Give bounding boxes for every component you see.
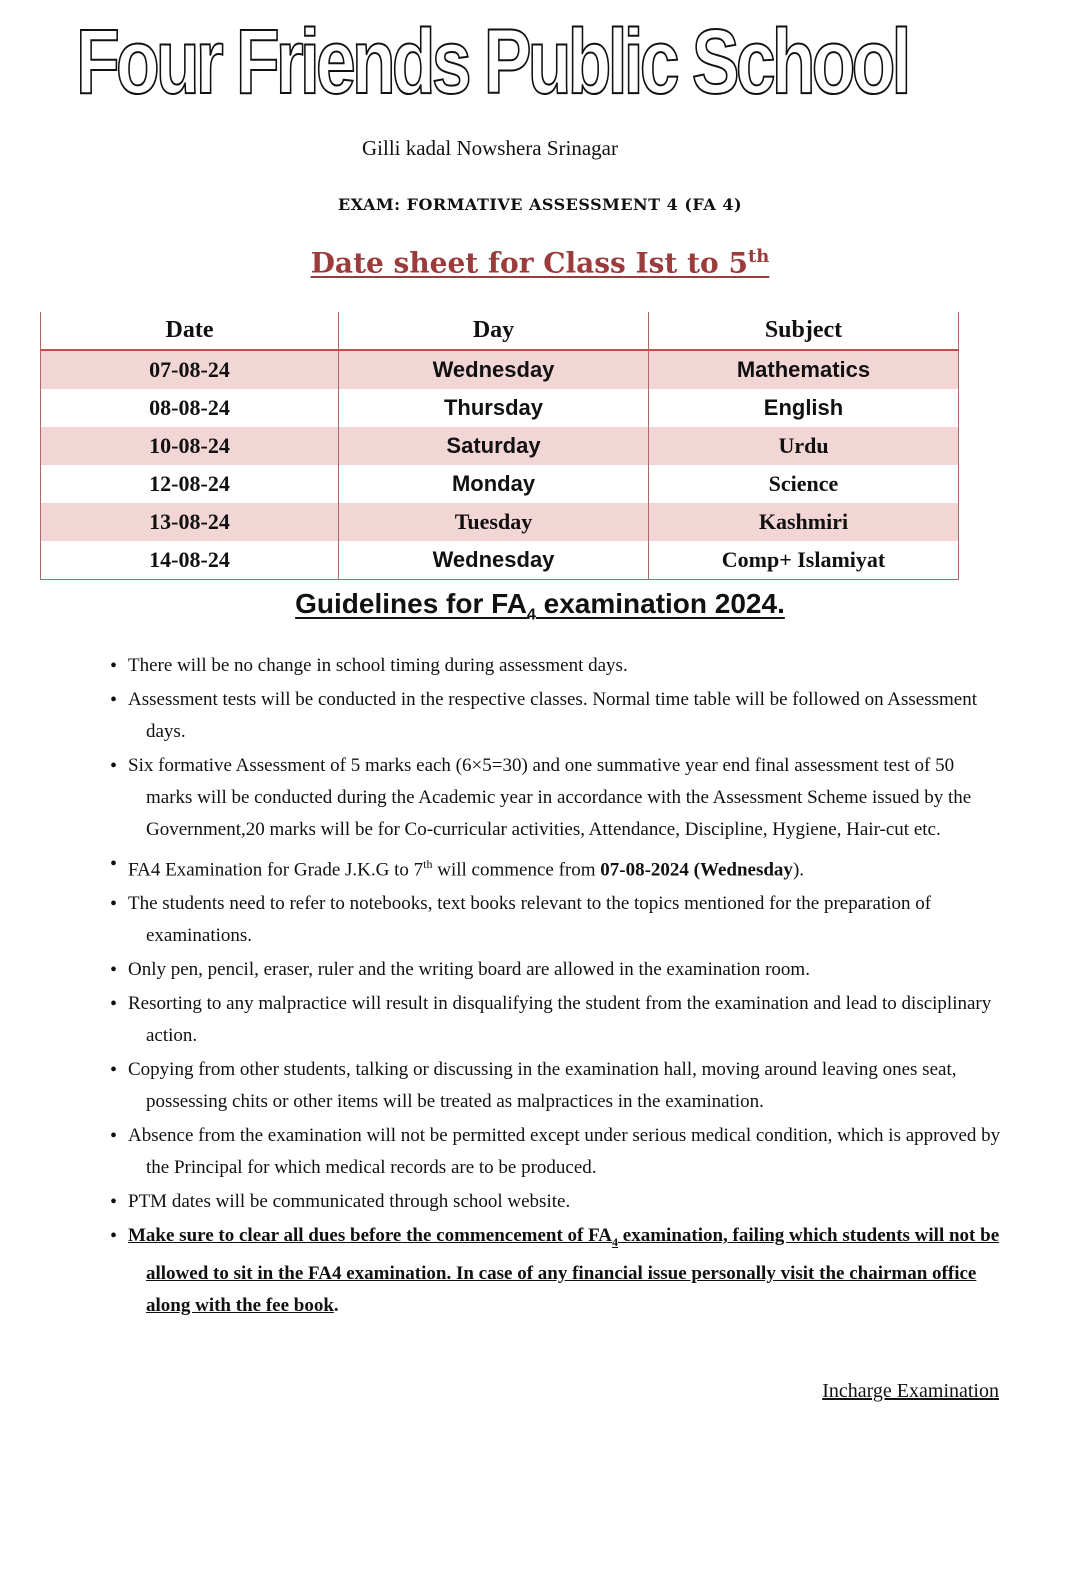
guideline-item: • Only pen, pencil, eraser, ruler and the writing board are allowed in the examination room. [110, 954, 1002, 986]
guideline-item: • Assessment tests will be conducted in the respective classes. Normal time table will be followed on Assessment days. [110, 684, 1002, 748]
guidelines-title [0, 588, 1080, 625]
row-subject: Comp+ Islamiyat [649, 541, 959, 580]
row-subject: Mathematics [649, 350, 959, 389]
row-day: Monday [339, 465, 649, 503]
guideline-item-commence [110, 848, 1002, 886]
guideline-item: • There will be no change in school timing during assessment days. [110, 650, 1002, 682]
row-subject: Kashmiri [649, 503, 959, 541]
row-subject: Science [649, 465, 959, 503]
exam-title: EXAM: FORMATIVE ASSESSMENT 4 (FA 4) [337, 195, 743, 214]
datesheet-title-text: Date sheet for Class Ist to 5 [310, 246, 748, 280]
dues-pre: Make sure to clear all dues before the commencement of FA [128, 1225, 613, 1247]
row-day: Tuesday [339, 503, 649, 541]
guideline-item: • Copying from other students, talking or discussing in the examination hall, moving around leaving ones seat, possessing chits or other items will be treated as malpractices in the examination. [110, 1054, 1002, 1118]
guideline-item-dues [110, 1220, 1002, 1322]
table-row [41, 350, 959, 389]
row-subject: Urdu [649, 427, 959, 465]
date-sheet-table [40, 312, 959, 580]
guidelines-title-sub: 4 [526, 606, 536, 624]
guideline-item: • Resorting to any malpractice will result in disqualifying the student from the examination and lead to disciplinary action. [110, 988, 1002, 1052]
table-row [41, 541, 959, 580]
dues-end: . [333, 1295, 339, 1317]
header-day: Day [339, 312, 649, 350]
commence-sup: th [423, 857, 433, 871]
guidelines-title-pre: Guidelines for FA [295, 588, 527, 619]
row-date: 10-08-24 [41, 427, 339, 465]
header-date: Date [41, 312, 339, 350]
table-row [41, 427, 959, 465]
commence-date: 07-08-2024 (Wednesday [600, 859, 793, 881]
dues-sub: 4 [612, 1235, 619, 1250]
guidelines-title-post: examination 2024. [535, 588, 785, 619]
header-subject: Subject [649, 312, 959, 350]
row-date: 07-08-24 [41, 350, 339, 389]
table-row [41, 465, 959, 503]
dues-post: examination, failing which students will not be allowed to sit in the FA4 examination. In case of any financial issue personally visit the chairman office along with the fee book [146, 1225, 1000, 1317]
row-day: Thursday [339, 389, 649, 427]
commence-pre: FA4 Examination for Grade J.K.G to 7 [128, 859, 424, 881]
row-date: 08-08-24 [41, 389, 339, 427]
row-day: Saturday [339, 427, 649, 465]
datesheet-title-sup: th [747, 246, 770, 267]
row-day: Wednesday [339, 541, 649, 580]
guideline-item: • The students need to refer to notebooks, text books relevant to the topics mentioned for the preparation of examinations. [110, 888, 1002, 952]
table-row [41, 389, 959, 427]
signature-incharge: Incharge Examination [822, 1380, 999, 1402]
row-subject: English [649, 389, 959, 427]
guideline-item: • Six formative Assessment of 5 marks each (6×5=30) and one summative year end final assessment test of 50 marks will be conducted during the Academic year in accordance with the Assessment Scheme issued by the Government,20 marks will be for Co-curricular activities, Attendance, Discipline, Hygiene, Hair-cut etc. [110, 750, 1002, 846]
table-row [41, 503, 959, 541]
row-date: 13-08-24 [41, 503, 339, 541]
row-date: 14-08-24 [41, 541, 339, 580]
guideline-item: • PTM dates will be communicated through school website. [110, 1186, 1002, 1218]
commence-post: ). [792, 859, 805, 881]
guidelines-list [110, 650, 1002, 1324]
guideline-item: • Absence from the examination will not be permitted except under serious medical condition, which is approved by the Principal for which medical records are to be produced. [110, 1120, 1002, 1184]
row-day: Wednesday [339, 350, 649, 389]
school-name: Four Friends Public School [76, 11, 908, 113]
row-date: 12-08-24 [41, 465, 339, 503]
table-header-row [41, 312, 959, 350]
school-address: Gilli kadal Nowshera Srinagar [361, 136, 618, 160]
commence-mid: will commence from [432, 859, 601, 881]
datesheet-title [0, 246, 1080, 279]
